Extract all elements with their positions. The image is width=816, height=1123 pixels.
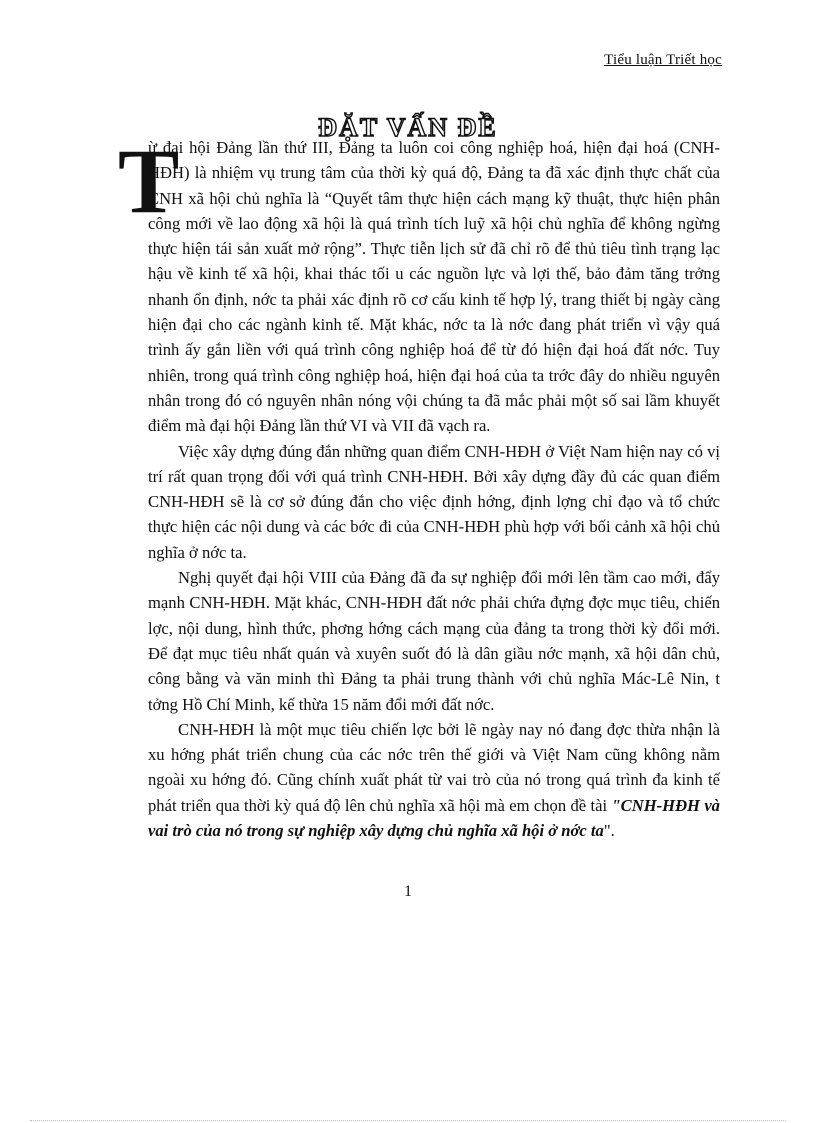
paragraph-3: Nghị quyết đại hội VIII của Đảng đã đa sự nghiệp đổi mới lên tầm cao mới, đẩy mạnh CNH-HĐH. Mặt khác, CNH-HĐH đất nớc phải chứa đựng đợc mục tiêu, chiến lợc, nội dung, hình thức, phơng hớng cách mạng của đảng ta trong thời kỳ đổi mới. Để đạt mục tiêu nhất quán và xuyên suốt đó là dân giầu nớc mạnh, xã hội dân chủ, công bằng và văn minh thì Đảng ta phải trung thành với chủ nghĩa Mác-Lê Nin, t tởng Hồ Chí Minh, kế thừa 15 năm đổi mới đất nớc. <box>148 568 720 714</box>
drop-cap: T <box>118 130 180 232</box>
page-number: 1 <box>404 883 412 900</box>
header-label: Tiểu luận Triết học <box>604 52 722 68</box>
paragraph-4 <box>148 717 720 843</box>
bottom-dotted-rule <box>30 1120 786 1121</box>
paragraph-2: Việc xây dựng đúng đắn những quan điểm CNH-HĐH ở Việt Nam hiện nay có vị trí rất quan trọng đối với quá trình CNH-HĐH. Bởi xây dựng đầy đủ các quan điểm CNH-HĐH sẽ là cơ sở đúng đắn cho việc định hớng, định lợng chỉ đạo và tổ chức thực hiện các nội dung và các bớc đi của CNH-HĐH phù hợp với bối cảnh xã hội chủ nghĩa ở nớc ta. <box>148 441 720 562</box>
paragraph-4-text: CNH-HĐH là một mục tiêu chiến lợc bởi lẽ ngày nay nó đang đợc thừa nhận là xu hớng phát triển chung của các nớc trên thế giới và Việt Nam cũng không nằm ngoài xu hớng đó. Cũng chính xuất phát từ vai trò của nó trong quá trình đa kinh tế phát triển qua thời kỳ quá độ lên chủ nghĩa xã hội mà em chọn đề tài <box>148 719 720 815</box>
topic-title: "CNH-HĐH và vai trò của nó trong sự nghiệp xây dựng chủ nghĩa xã hội ở nớc ta <box>148 795 720 841</box>
paragraph-1: ừ đại hội Đảng lần thứ III, Đảng ta luôn coi công nghiệp hoá, hiện đại hoá (CNH-HĐH) là nhiệm vụ trung tâm của thời kỳ quá độ, Đảng ta đã xác định thực chất của CNH xã hội chủ nghĩa là “Quyết tâm thực hiện cách mạng kỹ thuật, thực hiện phân công mới về lao động xã hội là quá trình tích luỹ xã hội chủ nghĩa để không ngừng thực hiện tái sản xuất mở rộng”. Thực tiễn lịch sử đã chỉ rõ để thủ tiêu tình trạng lạc hậu về kinh tế xã hội, khai thác tối u các nguồn lực và lợi thế, bảo đảm tăng trởng nhanh ổn định, nớc ta phải xác định rõ cơ cấu kinh tế hợp lý, trang thiết bị ngày càng hiện đại cho các ngành kinh tế. Mặt khác, nớc ta là nớc đang phát triển vì vậy quá trình ấy gắn liền với quá trình công nghiệp hoá để từ đó hiện đại hoá đất nớc. Tuy nhiên, trong quá trình công nghiệp hoá, hiện đại hoá của ta trớc đây do nhiều nguyên nhân trong đó có nguyên nhân nóng vội chúng ta đã mắc phải một số sai lầm khuyết điểm mà đại hội Đảng lần thứ VI và VII đã vạch ra. <box>148 138 720 436</box>
topic-end: ". <box>603 821 615 841</box>
body-text <box>148 135 720 843</box>
page-title: ĐẶT VẤN ĐỀ <box>318 113 498 142</box>
